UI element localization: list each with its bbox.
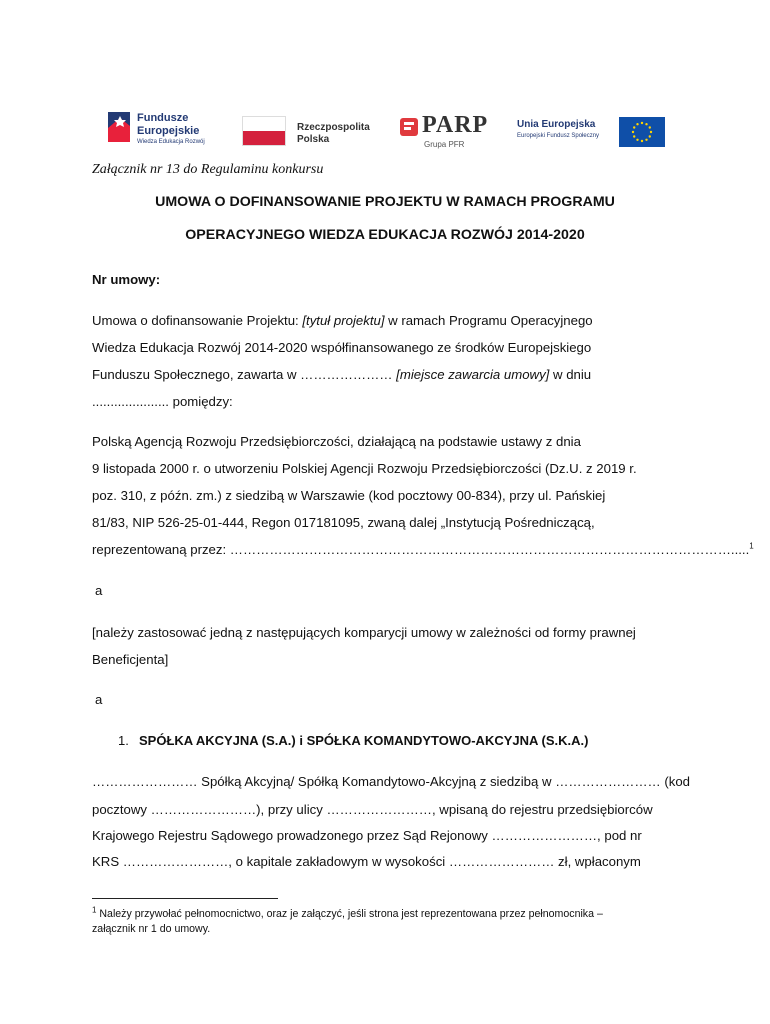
company-line-2: pocztowy ……………………), przy ulicy ……………………, wpisaną do rejestru przedsiębiorców <box>92 802 653 817</box>
eu-star-icon <box>632 131 634 133</box>
list-item-number: 1. <box>118 733 129 748</box>
agency-line-2: 9 listopada 2000 r. o utworzeniu Polskiej Agencji Rozwoju Przedsiębiorczości (Dz.U. z 2019 r. <box>92 461 637 476</box>
place-placeholder: [miejsce zawarcia umowy] <box>396 367 550 382</box>
eu-star-icon <box>633 135 635 137</box>
ue-label: Unia Europejska <box>517 119 596 130</box>
footnote-ref: 1 <box>749 541 754 551</box>
agency-line-4: 81/83, NIP 526-25-01-444, Regon 017181095, zwaną dalej „Instytucją Pośredniczącą, <box>92 515 595 530</box>
europejskie-label: Europejskie <box>137 125 200 137</box>
footnote <box>92 907 682 937</box>
polish-flag-icon <box>242 116 286 146</box>
rzeczpospolita-polska-logo <box>242 108 377 152</box>
fundusze-label: Fundusze <box>137 112 189 124</box>
eu-star-icon <box>641 140 643 142</box>
eu-star-icon <box>650 131 652 133</box>
program-label: Wiedza Edukacja Rozwój <box>137 139 205 145</box>
intro-line-3: Funduszu Społecznego, zawarta w ………………… [miejsce zawarcia umowy] w dniu <box>92 367 592 382</box>
fundusze-europejskie-icon <box>104 110 134 144</box>
intro-line-4: ..................... pomiędzy: <box>92 394 233 409</box>
logo-bar <box>0 108 770 152</box>
footnote-divider <box>92 898 278 899</box>
intro-line-1: Umowa o dofinansowanie Projektu: [tytuł projektu] w ramach Programu Operacyjnego <box>92 313 593 328</box>
company-line-4: KRS ……………………, o kapitale zakładowym w wysokości …………………… zł, wpłaconym <box>92 854 641 869</box>
company-line-1: …………………… Spółką Akcyjną/ Spółką Komandytowo-Akcyjną z siedzibą w …………………… (kod <box>92 774 691 789</box>
company-line-3: Krajowego Rejestru Sądowego prowadzonego przez Sąd Rejonowy ……………………, pod nr <box>92 828 642 843</box>
footnote-number: 1 <box>92 905 97 915</box>
document-title-line2: OPERACYJNEGO WIEDZA EDUKACJA ROZWÓJ 2014-2020 <box>185 227 585 243</box>
eu-star-icon <box>636 123 638 125</box>
attachment-label: Załącznik nr 13 do Regulaminu konkursu <box>92 162 324 177</box>
parp-logo <box>400 108 490 152</box>
eu-star-icon <box>649 126 651 128</box>
project-title-placeholder: [tytuł projektu] <box>302 313 385 328</box>
eu-star-icon <box>645 139 647 141</box>
conjunction-a-1: a <box>95 583 103 598</box>
footnote-line-2: załącznik nr 1 do umowy. <box>92 923 211 935</box>
conjunction-a-2: a <box>95 692 103 707</box>
parp-mark-icon <box>400 118 418 136</box>
efs-label: Europejski Fundusz Społeczny <box>517 133 600 139</box>
agency-line-3: poz. 310, z późn. zm.) z siedzibą w Warszawie (kod pocztowy 00-834), przy ul. Pańskiej <box>92 488 606 503</box>
rzeczpospolita-label: Rzeczpospolita <box>297 122 370 133</box>
list-item-heading: SPÓŁKA AKCYJNA (S.A.) i SPÓŁKA KOMANDYTOWO-AKCYJNA (S.K.A.) <box>139 733 589 748</box>
intro-line-2: Wiedza Edukacja Rozwój 2014-2020 współfinansowanego ze środków Europejskiego <box>92 340 592 355</box>
eu-star-icon <box>633 126 635 128</box>
polska-label: Polska <box>297 134 330 145</box>
eu-star-icon <box>641 122 643 124</box>
eu-star-icon <box>636 139 638 141</box>
eu-star-icon <box>649 135 651 137</box>
agency-line-1: Polską Agencją Rozwoju Przedsiębiorczości, działającą na podstawie ustawy z dnia <box>92 434 581 449</box>
parp-subtitle: Grupa PFR <box>424 140 465 149</box>
document-title-line1: UMOWA O DOFINANSOWANIE PROJEKTU W RAMACH PROGRAMU <box>155 194 615 210</box>
note-line-2: Beneficjenta] <box>92 652 169 667</box>
eu-star-icon <box>645 123 647 125</box>
agency-line-5: reprezentowaną przez: …………………………………………………………………………………………………….....$^1$ <box>92 541 754 557</box>
note-line-1: [należy zastosować jedną z następujących komparycji umowy w zależności od formy prawnej <box>92 625 636 640</box>
fundusze-europejskie-logo <box>104 108 224 152</box>
footnote-line-1: $^1$ Należy przywołać pełnomocnictwo, oraz je załączyć, jeśli strona jest reprezentowana przez pełnomocnika – <box>92 905 603 920</box>
eu-flag-icon <box>619 117 665 147</box>
parp-name: PARP <box>422 112 489 138</box>
unia-europejska-logo <box>515 108 665 152</box>
contract-number-label: Nr umowy: <box>92 272 161 287</box>
